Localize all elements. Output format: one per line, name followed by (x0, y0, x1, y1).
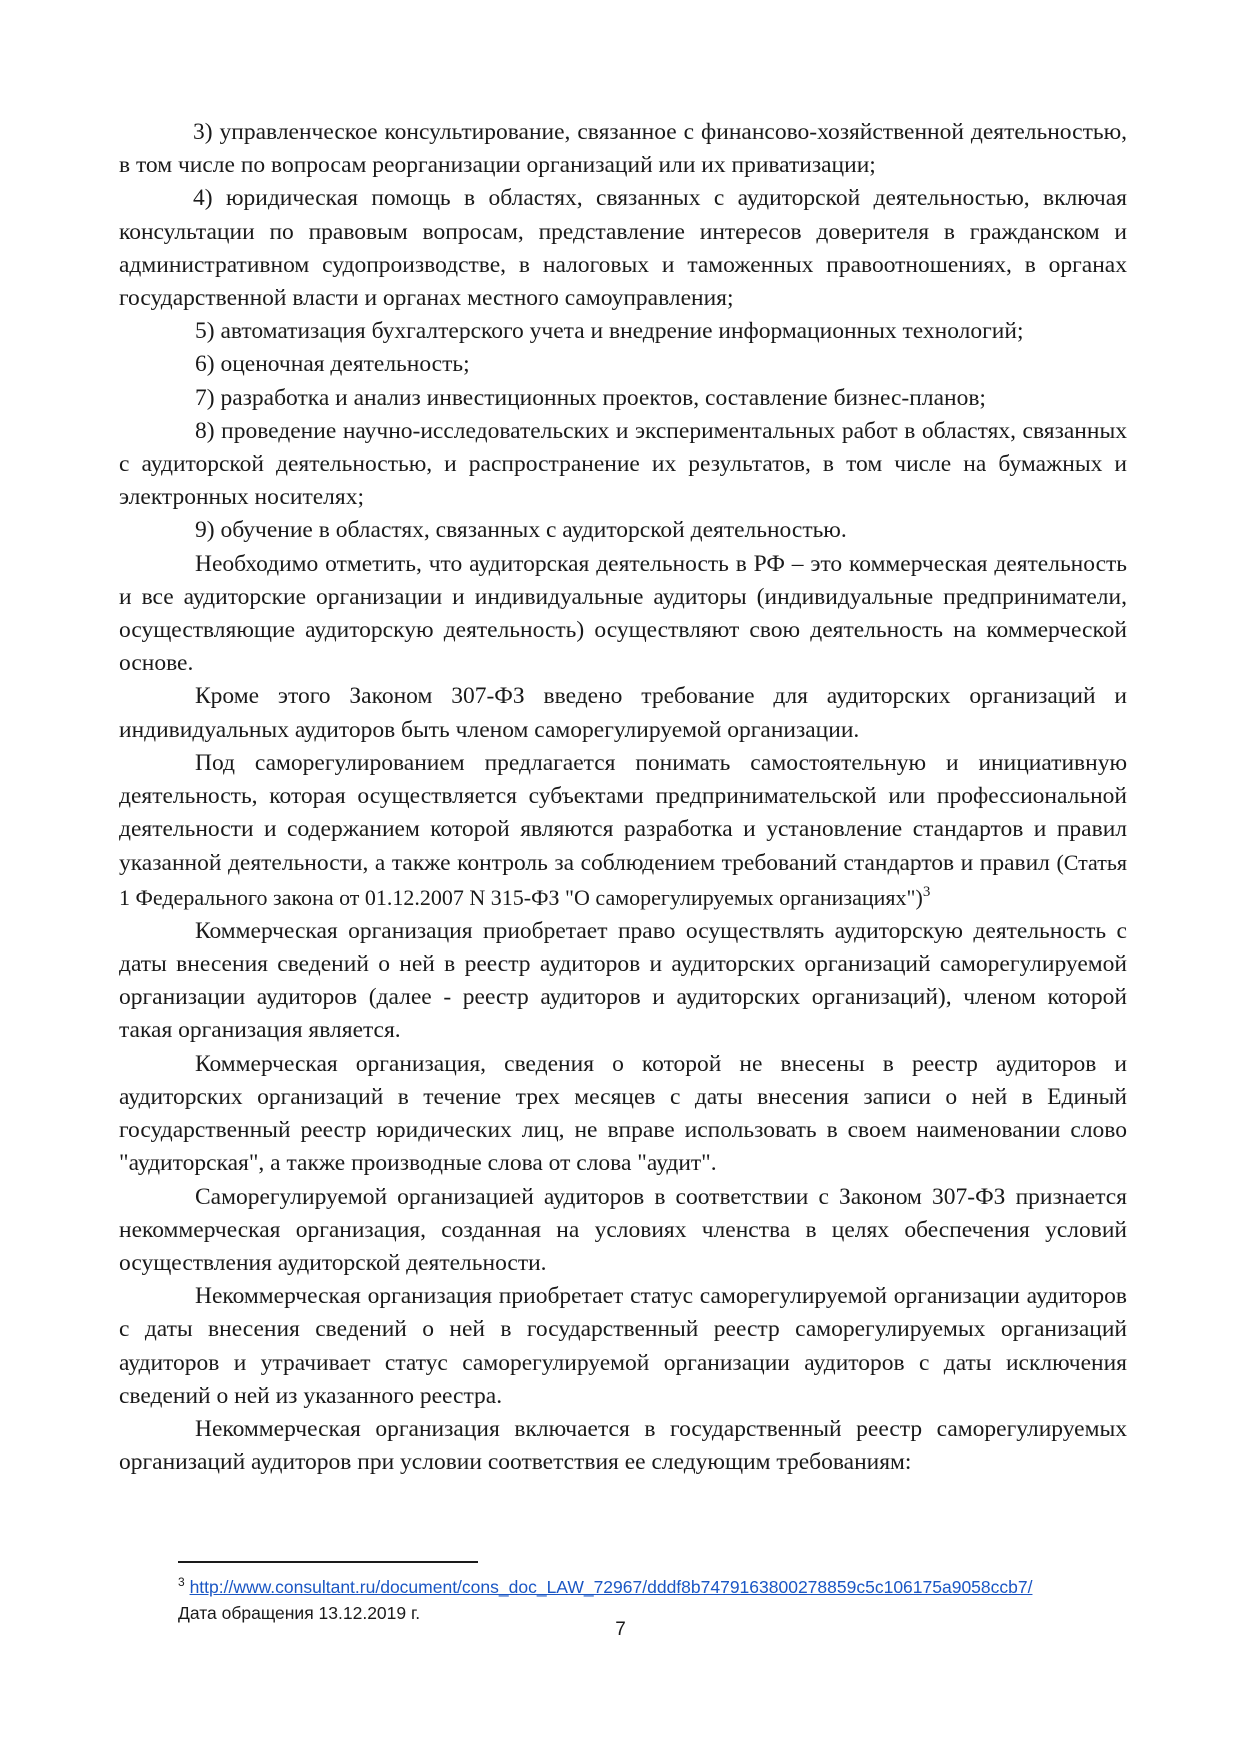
list-item-8: 8) проведение научно-исследовательских и экспериментальных работ в областях, связанных с аудиторской деятельностью, и распространение их результатов, в том числе на бумажных и электронных носителях; (119, 417, 1127, 511)
list-item-7: 7) разработка и анализ инвестиционных проектов, составление бизнес-планов; (195, 384, 986, 411)
paragraph-commercial-org-restriction: Коммерческая организация, сведения о которой не внесены в реестр аудиторов и аудиторских организаций в течение трех месяцев с даты внесения записи о ней в Единый государственный реестр юридических лиц, не вправе использовать в своем наименовании слово "аудиторская", а также производные слова от слова "аудит". (119, 1050, 1127, 1177)
paragraph-self-regulation (119, 747, 1127, 915)
list-item-4: 4) юридическая помощь в областях, связанных с аудиторской деятельностью, включая консультации по правовым вопросам, представление интересов доверителя в гражданском и административном судопроизводстве, в налоговых и таможенных правоотношениях, в органах государственной власти и органах местного самоуправления; (119, 185, 1127, 312)
paragraph-sro-definition: Саморегулируемой организацией аудиторов в соответствии с Законом 307-ФЗ признается некоммерческая организация, созданная на условиях членства в целях обеспечения условий осуществления аудиторской деятельности. (119, 1183, 1127, 1276)
footnote-reference[interactable]: 3 (922, 883, 931, 900)
law-citation: (Статья 1 Федерального закона от 01.12.2007 N 315-ФЗ "О саморегулируемых организациях") (119, 850, 1127, 910)
body-text (119, 116, 1127, 1479)
self-regulation-text: Под саморегулированием предлагается понимать самостоятельную и инициативную деятельность, которая осуществляется субъектами предпринимательской или профессиональной деятельности и содержанием которой являются разработка и установление стандартов и правил указанной деятельности, а также контроль за соблюдением требований стандартов и правил (119, 749, 1127, 877)
list-item-5: 5) автоматизация бухгалтерского учета и внедрение информационных технологий; (195, 318, 1024, 345)
paragraph-commercial-org-right: Коммерческая организация приобретает право осуществлять аудиторскую деятельность с даты внесения сведений о ней в реестр аудиторов и аудиторских организаций саморегулируемой организации аудиторов (далее - реестр аудиторов и аудиторских организаций), членом которой такая организация является. (119, 917, 1127, 1044)
footnote-number: 3 (178, 1575, 185, 1590)
footnote-separator (178, 1561, 478, 1563)
footnote-access-date: Дата обращения 13.12.2019 г. (178, 1603, 421, 1623)
list-item-9: 9) обучение в областях, связанных с аудиторской деятельностью. (195, 517, 847, 544)
paragraph-sro-status: Некоммерческая организация приобретает статус саморегулируемой организации аудиторов с даты внесения сведений о ней в государственный реестр саморегулируемых организаций аудиторов и утрачивает статус саморегулируемой организации аудиторов с даты исключения сведений о ней из указанного реестра. (119, 1283, 1127, 1409)
paragraph-sro-requirements: Некоммерческая организация включается в государственный реестр саморегулируемых организаций аудиторов при условии соответствия ее следующим требованиям: (119, 1415, 1127, 1476)
list-item-6: 6) оценочная деятельность; (195, 351, 470, 378)
page-number: 7 (615, 1619, 626, 1640)
paragraph-commercial-activity: Необходимо отметить, что аудиторская деятельность в РФ – это коммерческая деятельность и все аудиторские организации и индивидуальные аудиторы (индивидуальные предприниматели, осуществляющие аудиторскую деятельность) осуществляют свою деятельность на коммерческой основе. (119, 550, 1127, 677)
footnote-link[interactable]: http://www.consultant.ru/document/cons_doc_LAW_72967/dddf8b7479163800278859c5c106175a9058ccb7/ (189, 1577, 1033, 1597)
footnote-link-line (178, 1574, 1138, 1600)
list-item-3: 3) управленческое консультирование, связанное с финансово-хозяйственной деятельностью, в том числе по вопросам реорганизации организаций или их приватизации; (119, 119, 1127, 179)
paragraph-sro-membership: Кроме этого Законом 307-ФЗ введено требование для аудиторских организаций и индивидуальных аудиторов быть членом саморегулируемой организации. (119, 683, 1127, 743)
